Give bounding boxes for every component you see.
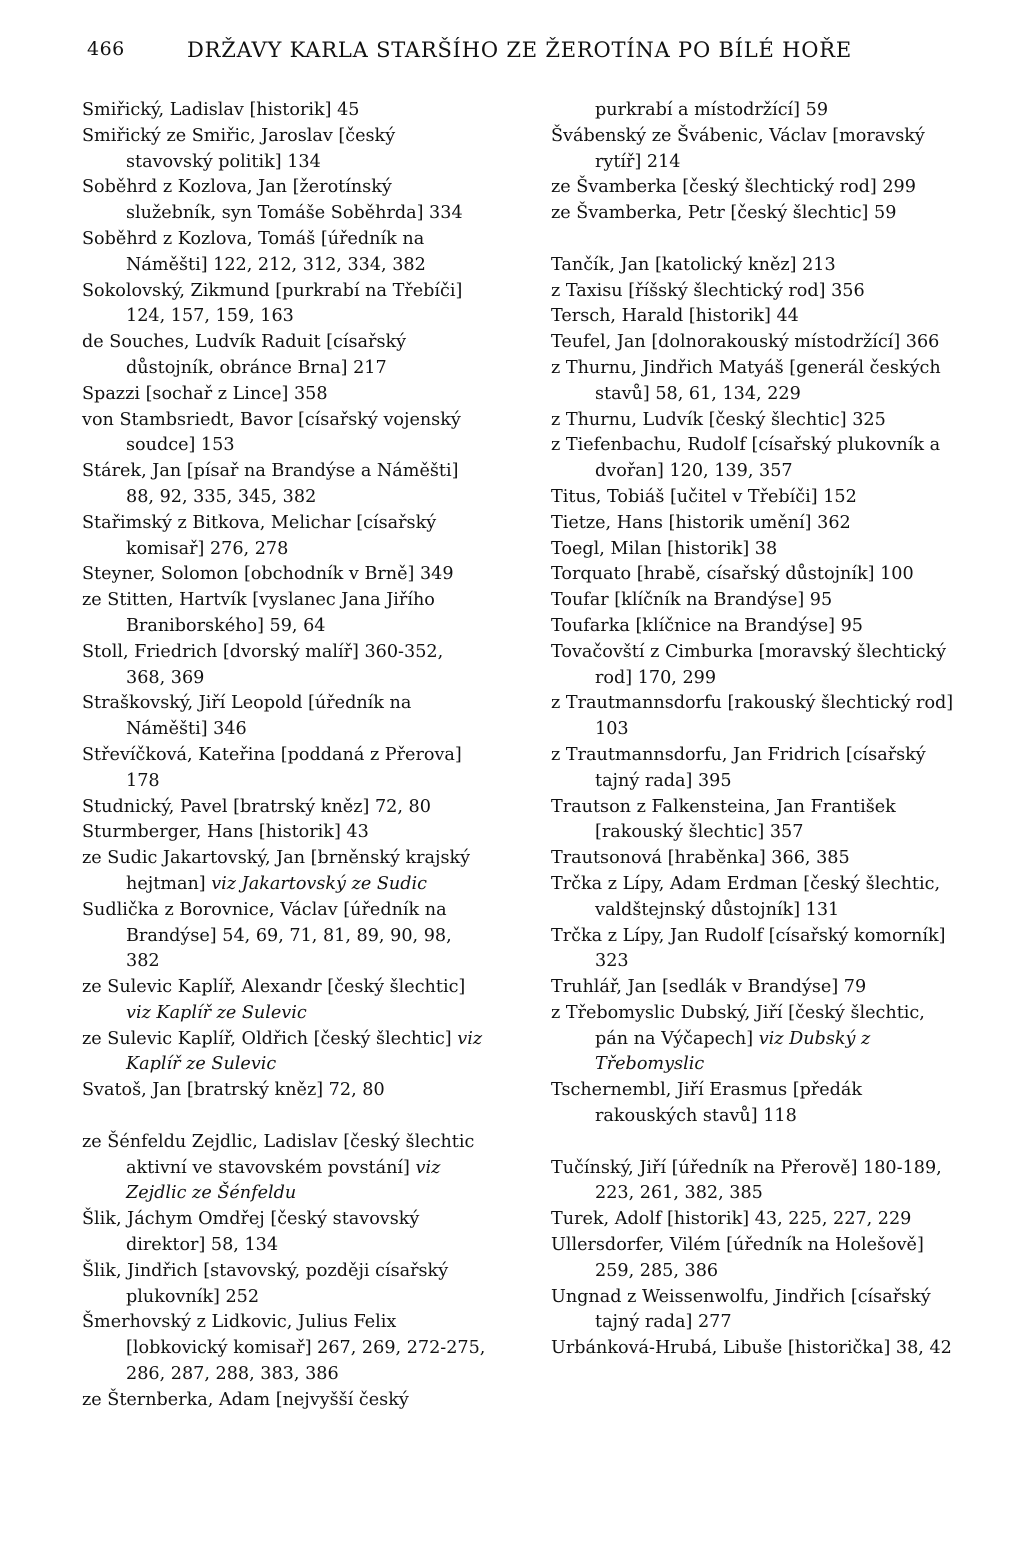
index-entry xyxy=(82,459,487,511)
index-entry xyxy=(82,820,487,846)
index-column-left xyxy=(82,98,487,1414)
index-entry-text: ze Sulevic Kaplíř, Alexandr [český šlechtic] xyxy=(82,977,466,998)
cross-reference: viz Kaplíř ze Sulevic xyxy=(126,1002,307,1023)
index-entry xyxy=(82,1388,487,1414)
index-entry-text: Šlik, Jáchym Omdřej [český stavovský direktor] 58, 134 xyxy=(82,1209,420,1256)
index-entry xyxy=(82,1027,487,1079)
index-entry xyxy=(551,562,956,588)
index-entry-text: Turek, Adolf [historik] 43, 225, 227, 229 xyxy=(551,1209,912,1230)
index-entry xyxy=(551,691,956,743)
index-entry xyxy=(82,846,487,898)
index-entry xyxy=(551,98,956,124)
index-entry xyxy=(82,98,487,124)
index-entry xyxy=(82,382,487,408)
index-entry xyxy=(551,485,956,511)
index-entry-text: ze Šternberka, Adam [nejvyšší český xyxy=(82,1389,409,1410)
index-entry-text: Smiřický ze Smiřic, Jaroslav [český stavovský politik] 134 xyxy=(82,125,396,172)
index-entry-text: z Tiefenbachu, Rudolf [císařský plukovník a dvořan] 120, 139, 357 xyxy=(551,435,941,482)
index-entry-text: Sudlička z Borovnice, Václav [úředník na Brandýse] 54, 69, 71, 81, 89, 90, 98, 382 xyxy=(82,899,452,972)
index-entry xyxy=(551,1078,956,1130)
index-entry xyxy=(551,175,956,201)
index-entry xyxy=(82,795,487,821)
index-entry-text: z Thurnu, Jindřich Matyáš [generál českých stavů] 58, 61, 134, 229 xyxy=(551,357,941,404)
index-entry xyxy=(82,175,487,227)
index-entry-text: Ullersdorfer, Vilém [úředník na Holešově] 259, 285, 386 xyxy=(551,1235,924,1281)
index-entry xyxy=(82,1078,487,1104)
index-entry-text: Stařimský z Bitkova, Melichar [císařský komisař] 276, 278 xyxy=(82,512,437,559)
index-entry-text: Titus, Tobiáš [učitel v Třebíči] 152 xyxy=(551,486,857,507)
index-entry-text: Stoll, Friedrich [dvorský malíř] 360-352, 368, 369 xyxy=(82,641,444,688)
index-entry xyxy=(82,898,487,975)
index-entry-text: de Souches, Ludvík Raduit [císařský důstojník, obránce Brna] 217 xyxy=(82,332,407,378)
index-entry-text: Smiřický, Ladislav [historik] 45 xyxy=(82,100,360,120)
index-entry xyxy=(551,1336,956,1362)
index-entry-text: Soběhrd z Kozlova, Tomáš [úředník na Náměšti] 122, 212, 312, 334, 382 xyxy=(82,228,426,275)
index-entry-text: Tovačovští z Cimburka [moravský šlechtický rod] 170, 299 xyxy=(551,641,947,688)
index-entry-text: Soběhrd z Kozlova, Jan [žerotínský služebník, syn Tomáše Soběhrda] 334 xyxy=(82,177,463,224)
index-entry-text: Šmerhovský z Lidkovic, Julius Felix [lobkovický komisař] 267, 269, 272-275, 286, 287, 288, 383, 386 xyxy=(82,1312,486,1385)
cross-reference: viz Kaplíř ze Sulevic xyxy=(126,1028,483,1075)
index-entry-text: Straškovský, Jiří Leopold [úředník na Náměšti] 346 xyxy=(82,693,412,740)
index-entry xyxy=(82,691,487,743)
index-entry-text: Svatoš, Jan [bratrský kněz] 72, 80 xyxy=(82,1080,385,1101)
index-entry-text: ze Švamberka [český šlechtický rod] 299 xyxy=(551,177,916,198)
index-entry xyxy=(551,743,956,795)
index-entry-text: Studnický, Pavel [bratrský kněz] 72, 80 xyxy=(82,796,431,817)
index-entry-text: Toufar [klíčník na Brandýse] 95 xyxy=(551,590,833,611)
index-entry-text: ze Šénfeldu Zejdlic, Ladislav [český šlechtic aktivní ve stavovském povstání] xyxy=(82,1131,475,1178)
index-entry-text: z Thurnu, Ludvík [český šlechtic] 325 xyxy=(551,409,886,430)
index-entry xyxy=(551,614,956,640)
index-entry xyxy=(551,1285,956,1337)
index-entry xyxy=(82,227,487,279)
index-entry xyxy=(551,304,956,330)
index-entry xyxy=(82,1259,487,1311)
index-entry-text: Toufarka [klíčnice na Brandýse] 95 xyxy=(551,615,863,636)
index-entry-text: purkrabí a místodržící] 59 xyxy=(595,100,829,120)
index-entry-text: ze Stitten, Hartvík [vyslanec Jana Jiřího Braniborského] 59, 64 xyxy=(82,590,435,636)
index-entry xyxy=(551,588,956,614)
index-entry xyxy=(551,975,956,1001)
index-entry-text: Trčka z Lípy, Adam Erdman [český šlechtic, valdštejnský důstojník] 131 xyxy=(551,873,941,920)
index-entry xyxy=(82,408,487,460)
index-entry-text: z Trautmannsdorfu [rakouský šlechtický rod] 103 xyxy=(551,693,954,740)
index-entry-text: Trautson z Falkensteina, Jan František [rakouský šlechtic] 357 xyxy=(551,796,896,843)
index-entry xyxy=(551,253,956,279)
index-entry xyxy=(551,924,956,976)
index-entry xyxy=(551,846,956,872)
index-entry-text: z Třebomyslic Dubský, Jiří [český šlechtic, pán na Výčapech] xyxy=(551,1002,925,1049)
index-entry xyxy=(551,1207,956,1233)
index-entry-text: z Taxisu [říšský šlechtický rod] 356 xyxy=(551,280,865,301)
index-entry-text: Teufel, Jan [dolnorakouský místodržící] 366 xyxy=(551,332,940,353)
running-header xyxy=(87,38,947,68)
index-entry xyxy=(551,537,956,563)
index-entry xyxy=(82,588,487,640)
index-entry xyxy=(82,640,487,692)
index-entry xyxy=(551,124,956,176)
index-entry xyxy=(551,872,956,924)
index-entry-text: ze Sulevic Kaplíř, Oldřich [český šlechtic] xyxy=(82,1028,452,1049)
index-entry xyxy=(82,124,487,176)
cross-reference: viz Zejdlic ze Šénfeldu xyxy=(126,1157,441,1204)
index-entry-text: Trautsonová [hraběnka] 366, 385 xyxy=(551,848,850,869)
index-entry-text: Sturmberger, Hans [historik] 43 xyxy=(82,822,369,843)
index-entry-text: Urbánková-Hrubá, Libuše [historička] 38, 42 xyxy=(551,1338,952,1359)
index-entry xyxy=(551,511,956,537)
index-entry xyxy=(551,408,956,434)
index-entry xyxy=(551,640,956,692)
index-entry xyxy=(82,1130,487,1207)
index-entry-text: ze Sudic Jakartovský, Jan [brněnský krajský hejtman] xyxy=(82,848,471,894)
index-entry xyxy=(82,1310,487,1387)
index-entry-text: Tietze, Hans [historik umění] 362 xyxy=(551,512,851,533)
index-entry-text: Sokolovský, Zikmund [purkrabí na Třebíči] 124, 157, 159, 163 xyxy=(82,280,463,327)
index-entry xyxy=(551,201,956,227)
index-entry-text: Šlik, Jindřich [stavovský, později císařský plukovník] 252 xyxy=(82,1260,449,1307)
index-entry-text: Tersch, Harald [historik] 44 xyxy=(551,306,799,327)
index-entry-text: Švábenský ze Švábenic, Václav [moravský rytíř] 214 xyxy=(551,125,925,172)
index-entry-text: Tschernembl, Jiří Erasmus [předák rakouských stavů] 118 xyxy=(551,1080,863,1127)
index-entry xyxy=(82,743,487,795)
index-entry xyxy=(82,1207,487,1259)
page-number: 466 xyxy=(87,38,125,60)
index-entry xyxy=(551,330,956,356)
index-entry-text: z Trautmannsdorfu, Jan Fridrich [císařský tajný rada] 395 xyxy=(551,744,926,791)
index-entry-text: von Stambsriedt, Bavor [císařský vojenský soudce] 153 xyxy=(82,409,461,456)
index-entry-text: Tančík, Jan [katolický kněz] 213 xyxy=(551,254,836,275)
cross-reference: viz Jakartovský ze Sudic xyxy=(211,873,427,894)
index-entry xyxy=(551,356,956,408)
index-entry xyxy=(82,562,487,588)
index-entry xyxy=(551,1001,956,1078)
index-entry-text: Stárek, Jan [písař na Brandýse a Náměšti] 88, 92, 335, 345, 382 xyxy=(82,461,459,507)
cross-reference: viz Dubský z Třebomyslic xyxy=(595,1028,871,1075)
index-entry-text: Truhlář, Jan [sedlák v Brandýse] 79 xyxy=(551,977,867,998)
index-entry xyxy=(551,795,956,847)
index-entry-text: Spazzi [sochař z Lince] 358 xyxy=(82,383,328,404)
index-entry-text: ze Švamberka, Petr [český šlechtic] 59 xyxy=(551,203,897,224)
index-entry xyxy=(551,279,956,305)
index-entry-text: Střevíčková, Kateřina [poddaná z Přerova] 178 xyxy=(82,744,462,791)
index-entry-text: Toegl, Milan [historik] 38 xyxy=(551,538,778,559)
index-entry xyxy=(551,1156,956,1208)
index-entry xyxy=(82,330,487,382)
index-entry-text: Torquato [hrabě, císařský důstojník] 100 xyxy=(551,564,914,585)
index-entry xyxy=(82,279,487,331)
index-entry-text: Ungnad z Weissenwolfu, Jindřich [císařský tajný rada] 277 xyxy=(551,1286,931,1333)
index-entry xyxy=(82,511,487,563)
index-column-right xyxy=(551,98,956,1362)
index-entry-text: Trčka z Lípy, Jan Rudolf [císařský komorník] 323 xyxy=(551,925,946,972)
index-entry xyxy=(551,433,956,485)
running-title: DRŽAVY KARLA STARŠÍHO ZE ŽEROTÍNA PO BÍLÉ HOŘE xyxy=(187,38,853,62)
index-entry-text: Steyner, Solomon [obchodník v Brně] 349 xyxy=(82,564,454,585)
index-entry xyxy=(82,975,487,1027)
index-entry xyxy=(551,1233,956,1285)
index-entry-text: Tučínský, Jiří [úředník na Přerově] 180-189, 223, 261, 382, 385 xyxy=(551,1157,942,1204)
